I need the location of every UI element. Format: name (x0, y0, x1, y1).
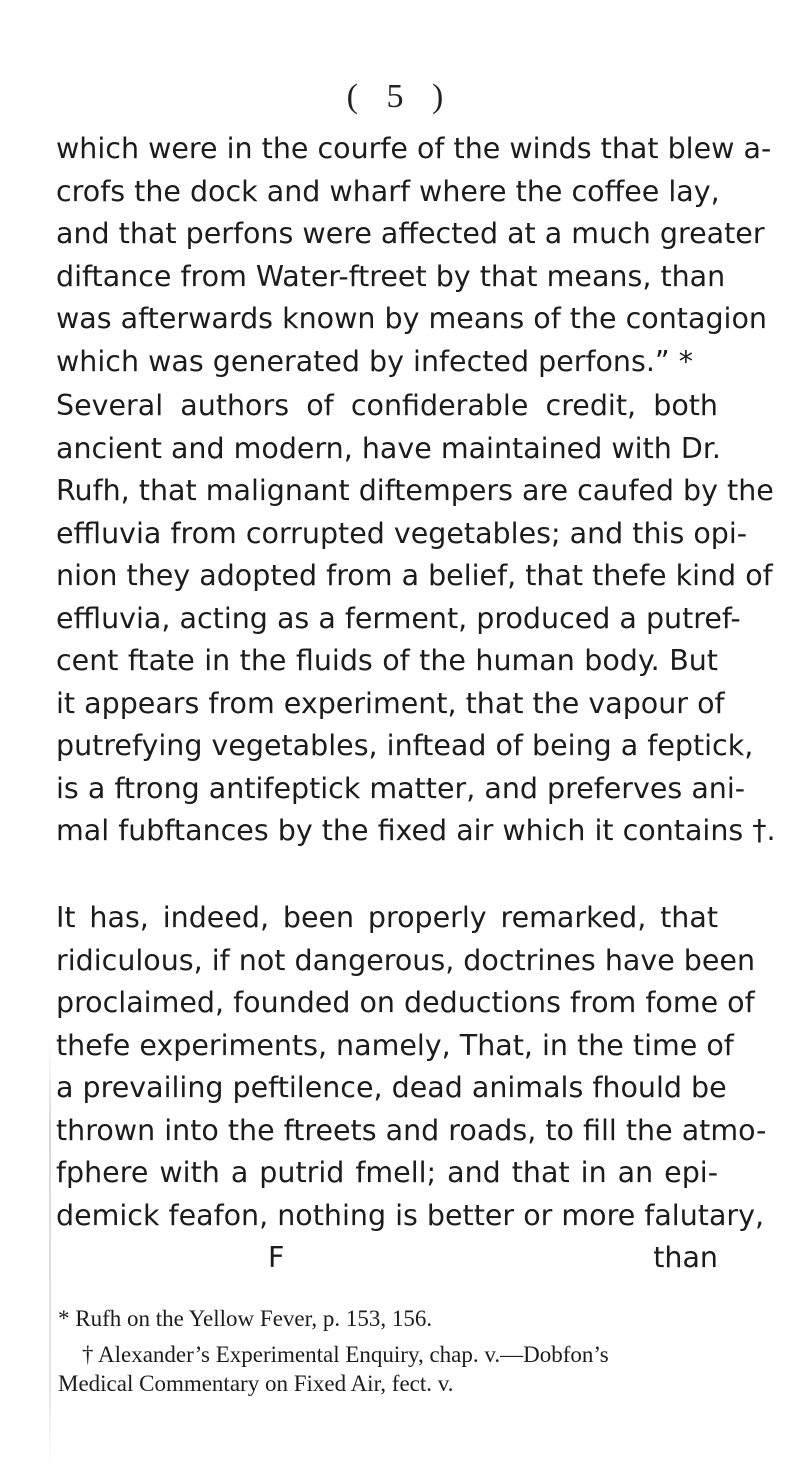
paragraph-2 (56, 385, 776, 853)
text-line: thrown into the ftreets and roads, to fill the atmo- (56, 1113, 767, 1147)
text-line: effluvia, acting as a ferment, produced a putref- (56, 601, 741, 635)
footnote-2 (58, 1340, 728, 1398)
text-line: was afterwards known by means of the contagion (56, 302, 767, 335)
footnote-1 (58, 1304, 728, 1333)
signature-mark: F (268, 1241, 285, 1274)
paragraph-1 (56, 128, 772, 383)
text-line: effluvia from corrupted vegetables; and this opi- (56, 516, 748, 550)
catchword: than (653, 1241, 718, 1274)
text-line: it appears from experiment, that the vapour of (56, 686, 725, 720)
signature-line (56, 1237, 718, 1280)
footnote-text: Medical Commentary on Fixed Air, fect. v. (58, 1371, 454, 1396)
text-line: crofs the dock and wharf where the coffee lay, (56, 174, 720, 208)
text-line: cent ftate in the fluids of the human body. But (56, 644, 718, 677)
page-number: ( 5 ) (346, 78, 454, 115)
footnote-text: * Rufh on the Yellow Fever, p. 153, 156. (58, 1306, 433, 1331)
text-line: mal fubftances by the fixed air which it contains †. (56, 814, 776, 847)
text-line: proclaimed, founded on deductions from fome of (56, 986, 755, 1019)
text-line: which were in the courfe of the winds that blew a- (56, 132, 772, 165)
text-line: diftance from Water-ftreet by that means, than (56, 259, 726, 293)
text-line: Several authors of confiderable credit, both (56, 389, 718, 422)
text-line: thefe experiments, namely, That, in the time of (56, 1028, 734, 1062)
text-line: which was generated by infected perfons.” * (56, 344, 693, 378)
text-line: fphere with a putrid fmell; and that in an epi- (56, 1156, 718, 1189)
text-line: demick feafon, nothing is better or more falutary, (56, 1198, 765, 1232)
text-line: ridiculous, if not dangerous, doctrines have been (56, 943, 756, 977)
text-line: putrefying vegetables, inftead of being a feptick, (56, 729, 754, 762)
paragraph-3 (56, 897, 767, 1280)
text-line: Rufh, that malignant diftempers are caufed by the (56, 474, 774, 507)
text-line: is a ftrong antifeptick matter, and preferves ani- (56, 771, 746, 805)
text-line: nion they adopted from a belief, that thefe kind of (56, 559, 773, 592)
scan-edge-shadow (49, 1040, 51, 1467)
text-line: It has, indeed, been properly remarked, that (56, 901, 718, 934)
footnote-text: † Alexander’s Experimental Enquiry, chap. v.—Dobfon’s (82, 1342, 609, 1367)
text-line: a prevailing peftilence, dead animals fhould be (56, 1071, 727, 1104)
text-line: ancient and modern, have maintained with Dr. (56, 431, 721, 465)
text-line: and that perfons were affected at a much greater (56, 217, 765, 250)
